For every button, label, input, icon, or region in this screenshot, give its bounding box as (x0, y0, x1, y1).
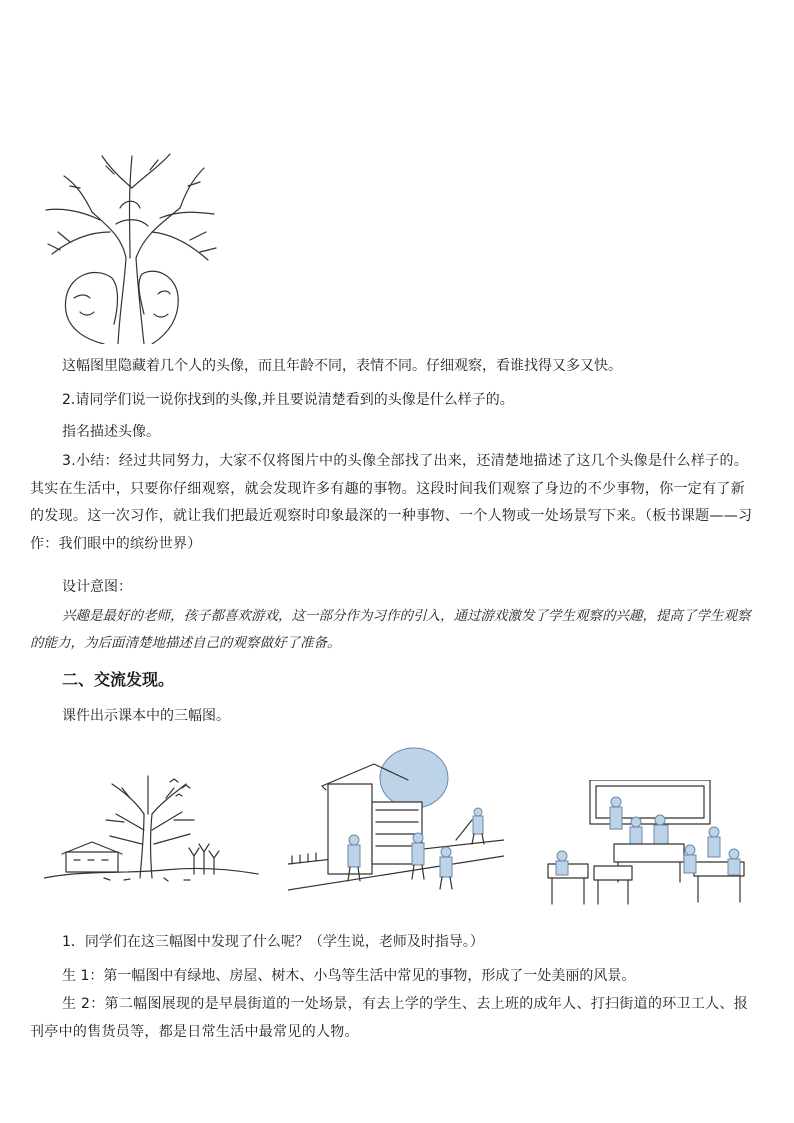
step-2-text: 2.请同学们说一说你找到的头像,并且要说清楚看到的头像是什么样子的。 (62, 392, 514, 408)
name-describe-text: 指名描述头像。 (62, 424, 160, 440)
section-2-heading: 二、交流发现。 (62, 670, 175, 689)
design-intent-text: 兴趣是最好的老师，孩子都喜欢游戏，这一部分作为习作的引入，通过游戏激发了学生观察的兴趣，提高了学生观察的能力，为后面清楚地描述自己的观察做好了准备。 (30, 608, 751, 651)
classroom-image (544, 780, 756, 910)
design-intent-label: 设计意图： (62, 579, 132, 595)
hidden-faces-tree-image (40, 148, 220, 344)
street-scene-image (288, 744, 504, 894)
summary-paragraph: 3.小结：经过共同努力，大家不仅将图片中的头像全部找了出来，还清楚地描述了这几个头像是什么样子的。其实在生活中，只要你仔细观察，就会发现许多有趣的事物。这段时间我们观察了身边的不少事物，你一定有了新的发现。这一次习作，就让我们把最近观察时印象最深的一种事物、一个人物或一处场景写下来。（板书课题——习作：我们眼中的缤纷世界） (30, 453, 753, 552)
courseware-text: 课件出示课本中的三幅图。 (62, 708, 230, 724)
student-2-answer: 生 2：第二幅图展现的是早晨街道的一处场景，有去上学的学生、去上班的成年人、打扫街道的环卫工人、报刊亭中的售货员等，都是日常生活中最常见的人物。 (30, 996, 749, 1040)
intro-paragraph: 这幅图里隐藏着几个人的头像，而且年龄不同，表情不同。仔细观察，看谁找得又多又快。 (62, 358, 622, 374)
landscape-image (44, 774, 260, 886)
question-1: 1．同学们在这三幅图中发现了什么呢？（学生说，老师及时指导。） (62, 934, 484, 950)
student-1-answer: 生 1：第一幅图中有绿地、房屋、树木、小鸟等生活中常见的事物，形成了一处美丽的风景。 (62, 968, 636, 984)
